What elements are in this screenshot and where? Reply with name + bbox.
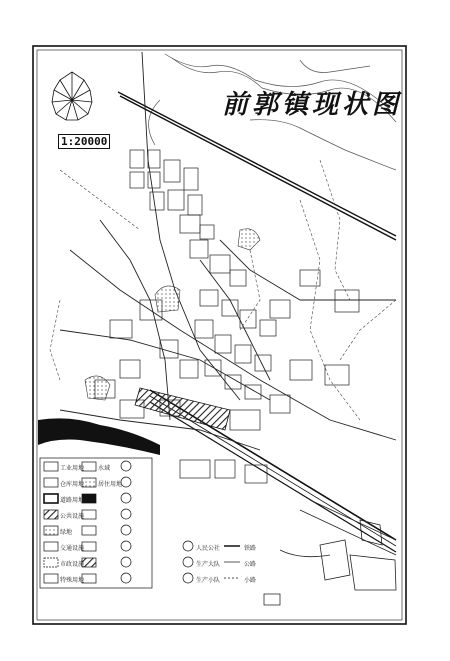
map-title: 前郭镇现状图 bbox=[222, 90, 403, 120]
legend-label: 水域 bbox=[98, 465, 111, 472]
legend-label: 居住用地 bbox=[98, 481, 123, 488]
legend-label: 市政设施 bbox=[60, 561, 85, 568]
legend-label: 工业用地 bbox=[60, 465, 85, 472]
legend-label: 仓库用地 bbox=[60, 481, 85, 488]
north-arrow bbox=[52, 72, 92, 120]
legend-label: 人民公社 bbox=[196, 545, 221, 552]
scale-label: 1:20000 bbox=[58, 134, 110, 149]
legend-label: 小路 bbox=[244, 577, 257, 584]
legend-label: 绿地 bbox=[60, 529, 73, 536]
station-area bbox=[280, 500, 396, 590]
legend-label: 道路用地 bbox=[60, 497, 85, 504]
legend-label: 生产大队 bbox=[196, 561, 221, 568]
park-areas bbox=[85, 229, 260, 400]
legend-label: 公路 bbox=[244, 561, 257, 568]
legend-label: 生产小队 bbox=[196, 577, 221, 584]
legend-label: 特殊用地 bbox=[60, 577, 85, 584]
legend-label: 公共设施 bbox=[60, 513, 85, 520]
legend-label: 交通设施 bbox=[60, 545, 85, 552]
left-lake bbox=[38, 418, 160, 455]
legend-label: 铁路 bbox=[244, 545, 257, 552]
